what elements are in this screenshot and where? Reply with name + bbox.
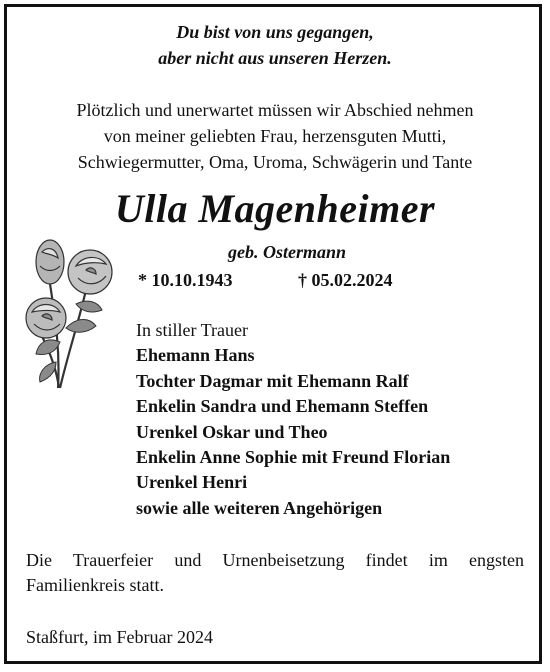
place-and-date: Staßfurt, im Februar 2024 [26,627,213,647]
mourner-line: Urenkel Henri [136,472,248,492]
deceased-name: Ulla Magenheimer [114,186,436,231]
motto-line-2: aber nicht aus unseren Herzen. [158,48,392,68]
roses-icon [16,232,128,392]
motto-line-1: Du bist von uns gegangen, [176,22,374,42]
intro-line-1: Plötzlich und unerwartet müssen wir Abschied nehmen [76,100,474,120]
mourners-heading: In stiller Trauer [136,320,248,340]
funeral-note-line-2: Familienkreis statt. [26,575,164,595]
birth-date: * 10.10.1943 [138,270,233,290]
intro-line-2: von meiner geliebten Frau, herzensguten Mutti, [103,126,447,146]
funeral-note-line-1: Die Trauerfeier und Urnenbeisetzung findet im engsten [26,550,524,570]
birth-name: geb. Ostermann [228,242,347,262]
death-date: † 05.02.2024 [298,270,393,290]
mourner-line: sowie alle weiteren Angehörigen [136,498,383,518]
intro-line-3: Schwiegermutter, Oma, Uroma, Schwägerin und Tante [77,152,473,172]
mourner-line: Tochter Dagmar mit Ehemann Ralf [136,371,409,391]
mourner-line: Urenkel Oskar und Theo [136,422,328,442]
mourner-line: Enkelin Sandra und Ehemann Steffen [136,396,429,416]
mourner-line: Enkelin Anne Sophie mit Freund Florian [136,447,451,467]
mourner-line: Ehemann Hans [136,345,255,365]
